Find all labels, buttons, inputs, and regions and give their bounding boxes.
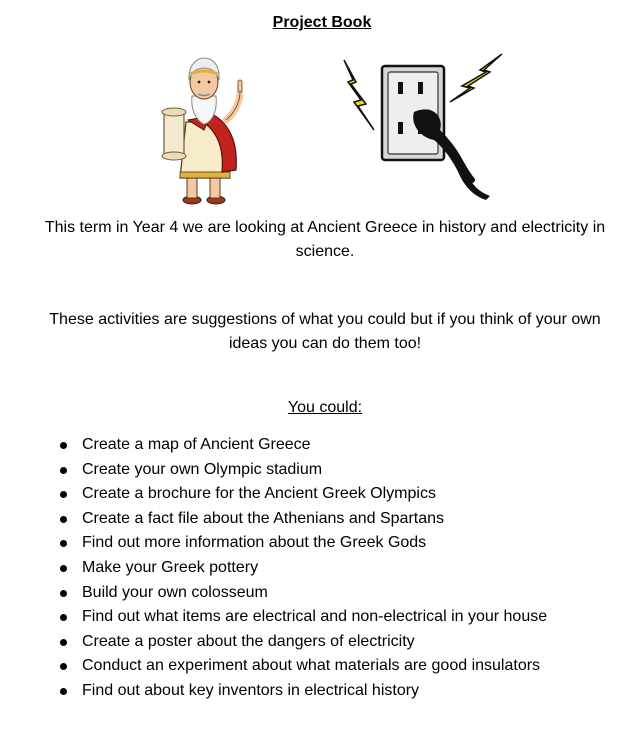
list-item bbox=[58, 507, 547, 532]
list-item bbox=[58, 654, 547, 679]
list-item-text: Create a poster about the dangers of electricity bbox=[82, 632, 415, 650]
list-item bbox=[58, 630, 547, 655]
bullet-icon bbox=[60, 639, 67, 646]
list-item-text: Create a fact file about the Athenians and Spartans bbox=[82, 509, 445, 527]
bullet-icon bbox=[60, 663, 67, 670]
electric-socket-icon bbox=[340, 46, 506, 202]
list-item-text: Make your Greek pottery bbox=[82, 558, 259, 576]
page-title: Project Book bbox=[272, 14, 372, 31]
bullet-icon bbox=[60, 565, 67, 572]
list-item-text: Create a map of Ancient Greece bbox=[82, 436, 311, 453]
list-item bbox=[58, 458, 547, 483]
activity-list bbox=[58, 433, 547, 704]
bullet-icon bbox=[60, 590, 67, 597]
list-item bbox=[58, 482, 547, 507]
list-item-text: Conduct an experiment about what materials are good insulators bbox=[82, 657, 541, 675]
bullet-icon bbox=[60, 442, 67, 449]
bullet-icon bbox=[60, 516, 67, 523]
list-item bbox=[58, 679, 547, 704]
list-item bbox=[58, 556, 547, 581]
list-item-text: Create your own Olympic stadium bbox=[82, 460, 323, 478]
list-item bbox=[58, 581, 547, 606]
bullet-icon bbox=[60, 540, 67, 547]
list-item bbox=[58, 531, 547, 556]
list-item-text: Find out about key inventors in electrical history bbox=[82, 681, 420, 699]
list-item-text: Create a brochure for the Ancient Greek Olympics bbox=[82, 485, 436, 503]
list-item bbox=[58, 433, 547, 458]
bullet-icon bbox=[60, 614, 67, 621]
bullet-icon bbox=[60, 467, 67, 474]
ancient-greek-man-icon bbox=[152, 50, 252, 206]
suggestion-paragraph: These activities are suggestions of what you could but if you think of your own ideas you can do them too! bbox=[49, 311, 601, 352]
list-item-text: Find out more information about the Greek Gods bbox=[82, 534, 427, 552]
bullet-icon bbox=[60, 688, 67, 695]
list-item bbox=[58, 605, 547, 630]
list-item-text: Build your own colosseum bbox=[82, 583, 268, 601]
intro-paragraph: This term in Year 4 we are looking at Ancient Greece in history and electricity in science. bbox=[44, 219, 606, 260]
bullet-icon bbox=[60, 491, 67, 498]
list-heading: You could: bbox=[287, 399, 363, 416]
list-item-text: Find out what items are electrical and non-electrical in your house bbox=[82, 608, 548, 626]
